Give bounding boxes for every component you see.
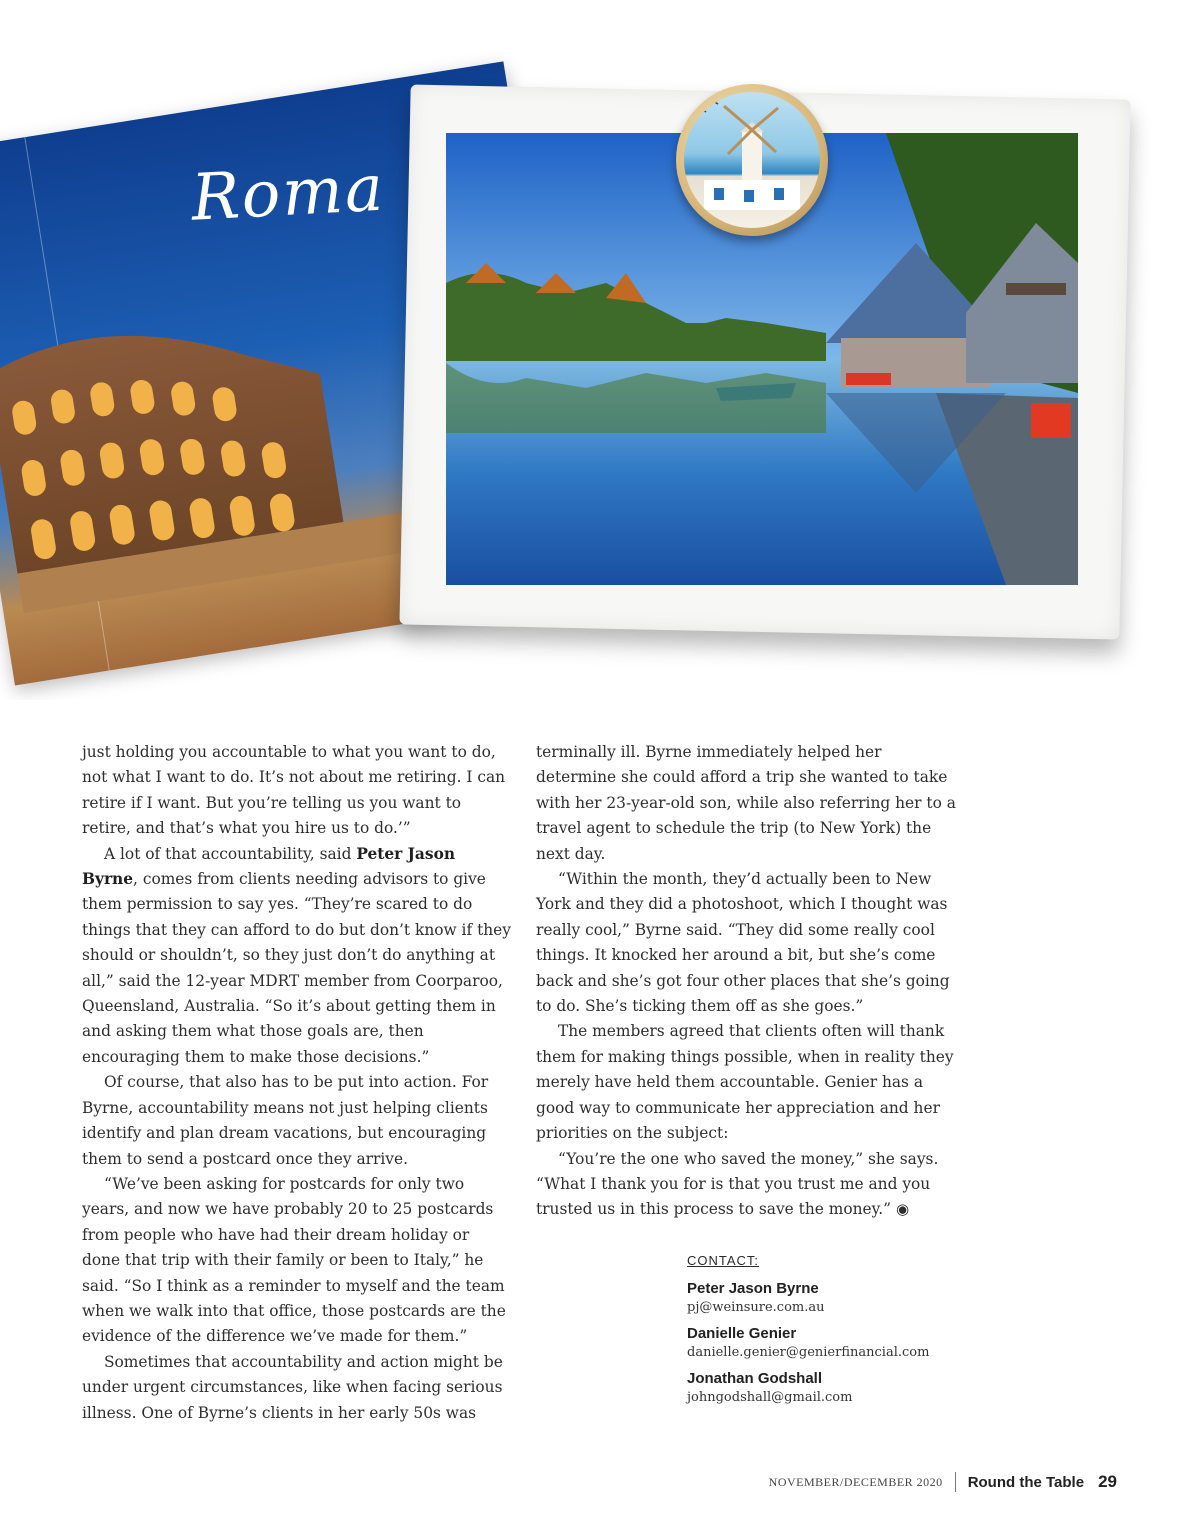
contact-email-link[interactable]: pj@weinsure.com.au [687,1300,825,1315]
contact-email-link[interactable]: johngodshall@gmail.com [687,1390,853,1405]
postcard-title: Roma [189,151,387,236]
contact-entry [687,1280,1007,1315]
article-paragraph: A lot of that accountability, said Peter Jason Byrne, comes from clients needing advisors to give them permission to say yes. “They’re scared to do things that they can afford to do but don’t know if they should or shouldn’t, so they just don’t do anything at all,” said the 12-year MDRT member from Coorparoo, Queensland, Australia. “So it’s about getting them in and asking them what those goals are, then encouraging them to make those decisions.” [82,844,511,1066]
article-paragraph: Sometimes that accountability and action might be under urgent circumstances, like when facing serious illness. One of Byrne’s clients in her early 50s was [82,1352,503,1422]
colosseum-illustration [0,251,439,613]
contact-heading: CONTACT: [687,1253,760,1268]
article-paragraph: Of course, that also has to be put into action. For Byrne, accountability means not just helping clients identify and plan dream vacations, but encouraging them to send a postcard once they arrive. [82,1073,489,1168]
windmill-icon [684,92,820,228]
article-paragraph: “You’re the one who saved the money,” she says. “What I thank you for is that you trust me and you trusted us in this process to save the money.” ◉ [536,1149,939,1219]
article-column-right [536,740,966,1223]
article-paragraph: “We’ve been asking for postcards for only two years, and now we have probably 20 to 25 postcards from people who have had their dream holiday or done that trip with their family or been to Italy,” he said. “So I think as a reminder to myself and the team when we walk into that office, those postcards are the evidence of the difference we’ve made for them.” [82,1174,506,1346]
page-number: 29 [1098,1472,1117,1491]
contact-box [687,1253,1007,1415]
page-footer [769,1472,1117,1492]
contact-name: Danielle Genier [687,1325,797,1342]
issue-date: NOVEMBER/DECEMBER 2020 [768,1474,943,1489]
contact-email-link[interactable]: danielle.genier@genierfinancial.com [687,1345,930,1360]
magazine-title: Round the Table [967,1473,1085,1491]
article-paragraph: terminally ill. Byrne immediately helped her determine she could afford a trip she wanted to take with her 23-year-old son, while also referring her to a travel agent to schedule the trip (to New York) the next day. [536,743,956,863]
contact-name: Peter Jason Byrne [687,1280,819,1297]
contact-entry [687,1325,1007,1360]
article-paragraph: The members agreed that clients often will thank them for making things possible, when in reality they merely have held them accountable. Genier has a good way to communicate her appreciation and her priorities on the subject: [536,1022,954,1143]
member-name-emphasis: Peter Jason Byrne [82,844,456,889]
footer-divider [955,1472,956,1492]
contact-entry [687,1370,1007,1405]
hero-collage [0,0,1200,700]
santorini-magnet [676,84,828,236]
article-column-left [82,740,512,1426]
magnet-artwork [684,92,820,228]
end-of-article-icon: ◉ [895,1200,910,1219]
contact-name: Jonathan Godshall [687,1370,823,1387]
article-paragraph: just holding you accountable to what you want to do, not what I want to do. It’s not about me retiring. I can retire if I want. But you’re telling us you want to retire, and that’s what you hire us to do.’” [82,743,506,838]
article-paragraph: “Within the month, they’d actually been to New York and they did a photoshoot, which I thought was really cool,” Byrne said. “They did some really cool things. It knocked her around a bit, but she’s come back and she’s got four other places that she’s going to do. She’s ticking them off as she goes.” [536,870,950,1016]
